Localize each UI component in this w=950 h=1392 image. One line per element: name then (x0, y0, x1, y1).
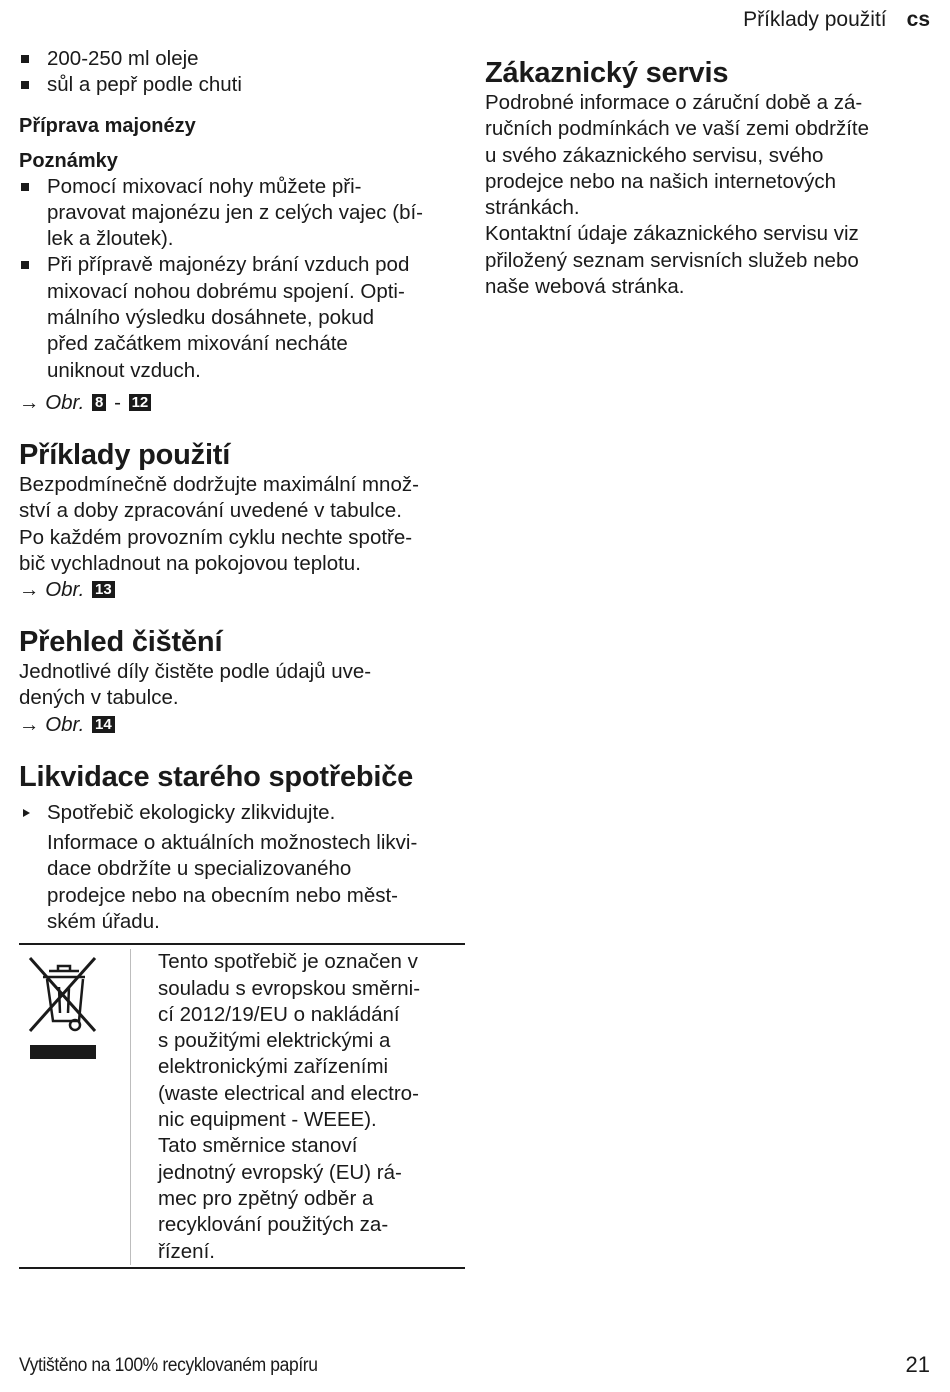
figure-ref-label: Obr. (45, 578, 85, 602)
page-number: 21 (905, 1352, 930, 1377)
notes-list (19, 174, 465, 384)
examples-heading: Příklady použití (19, 438, 231, 471)
cleaning-heading: Přehled čištění (19, 626, 223, 659)
ingredient-list (19, 46, 465, 99)
mayo-heading: Příprava majonézy (19, 114, 196, 137)
weee-notice (19, 943, 465, 1269)
service-text: Podrobné informace o záruční době a zá- ručních podmínkách ve vaší zemi obdržíte u svého zákaznického servisu, svého prodejce nebo na našich internetových stránkách. Kontaktní údaje zákaznického servisu viz přiložený seznam servisních služeb nebo naše webová stránka. (485, 91, 869, 299)
weee-icon-cell (19, 949, 131, 1265)
crossed-out-wheelie-bin-icon (27, 955, 99, 1063)
notes-heading: Poznámky (19, 149, 118, 172)
disposal-list (19, 800, 465, 826)
figure-reference (19, 577, 465, 603)
weee-text: Tento spotřebič je označen v souladu s evropskou směrni- cí 2012/19/EU o nakládání s použitými elektrickými a elektronickými zařízeními (waste electrical and electro- nic equipment - WEEE). Tato směrnice stanoví jednotný evropský (EU) rá- mec pro zpětný odběr a recyklování použitých za- řízení. (158, 950, 421, 1263)
list-item: Pomocí mixovací nohy můžete při- pravovat majonézu jen z celých vajec (bí- lek a žloutek). (19, 174, 465, 253)
cleaning-text: Jednotlivé díly čistěte podle údajů uve- dených v tabulce. (19, 660, 372, 710)
examples-text: Bezpodmínečně dodržujte maximální množ- ství a doby zpracování uvedené v tabulce. Po každém provozním cyklu nechte spotře- bič vychladnout na pokojovou teplotu. (19, 472, 419, 575)
running-header (743, 8, 930, 32)
disposal-heading: Likvidace starého spotřebiče (19, 760, 414, 793)
list-item: Spotřebič ekologicky zlikvidujte. (19, 800, 465, 826)
figure-number-badge: 8 (92, 394, 106, 411)
right-column (485, 56, 925, 300)
service-heading: Zákaznický servis (485, 57, 729, 89)
list-item: sůl a pepř podle chuti (19, 72, 465, 98)
range-separator: - (114, 390, 121, 414)
language-code: cs (906, 8, 930, 31)
figure-number-badge: 14 (92, 716, 115, 733)
arrow-icon: → (19, 390, 40, 414)
figure-reference (19, 712, 465, 738)
arrow-icon: → (19, 578, 40, 602)
figure-ref-label: Obr. (45, 712, 85, 736)
figure-number-badge: 13 (92, 581, 115, 598)
header-section-title: Příklady použití (743, 8, 887, 31)
list-item: 200-250 ml oleje (19, 46, 465, 72)
disposal-info: Informace o aktuálních možnostech likvi- dace obdržíte u specializovaného prodejce nebo na obecním nebo měst- ském úřadu. (47, 831, 418, 933)
footer-note: Vytištěno na 100% recyklovaném papíru (19, 1355, 318, 1376)
figure-ref-label: Obr. (45, 390, 85, 414)
figure-reference (19, 390, 465, 416)
list-item: Při přípravě majonézy brání vzduch pod mixovací nohou dobrému spojení. Opti- málního výsledku dosáhnete, pokud před začátkem mixování necháte uniknout vzduch. (19, 252, 465, 383)
figure-number-badge: 12 (129, 394, 152, 411)
arrow-icon: → (19, 712, 40, 736)
left-column (19, 46, 465, 1269)
